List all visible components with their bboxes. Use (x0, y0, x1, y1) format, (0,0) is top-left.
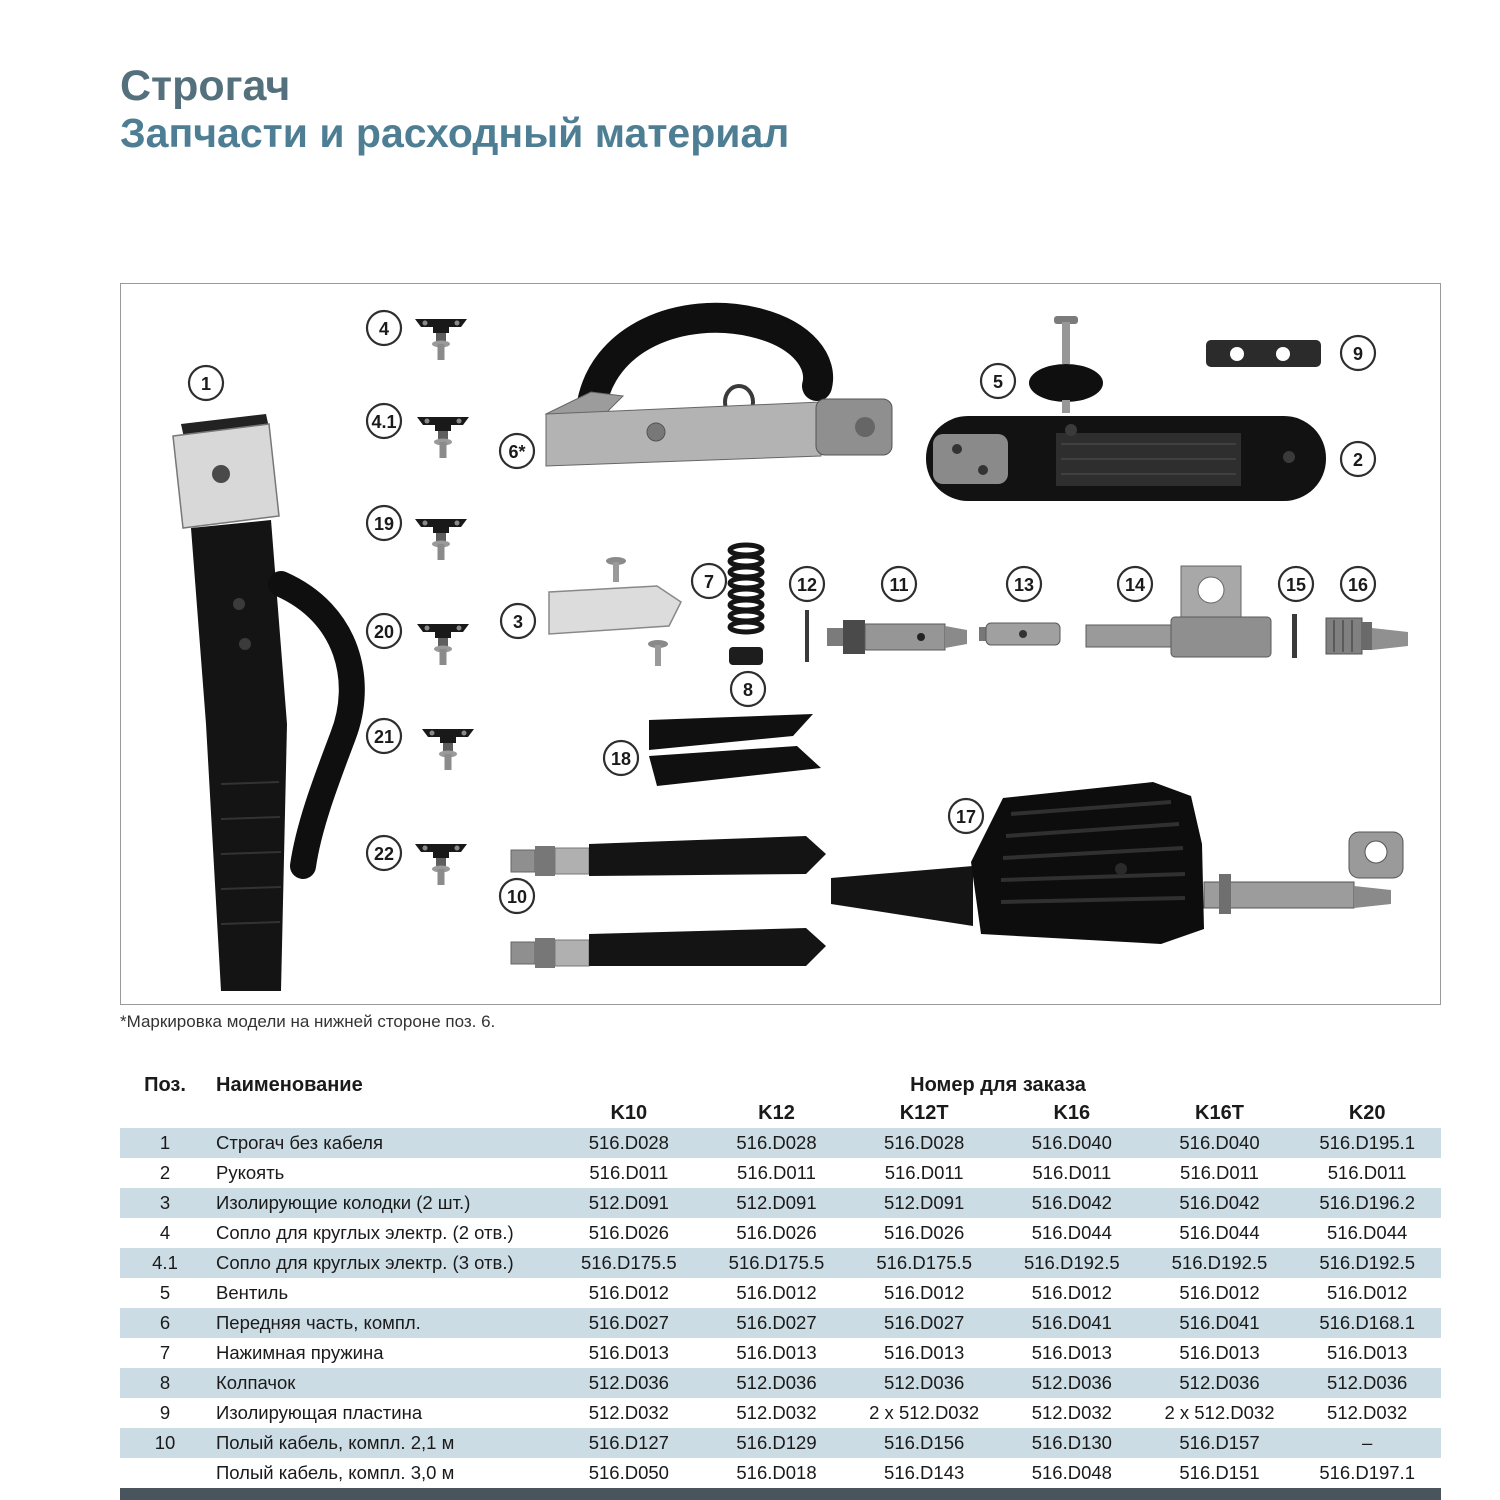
cell-order-number: 516.D011 (737, 1162, 816, 1183)
cell-order-number: 516.D196.2 (1319, 1192, 1415, 1213)
callout-11 (882, 567, 916, 601)
table-row (120, 1428, 1441, 1458)
table-header-row (120, 1072, 1441, 1098)
cell-name: Рукоять (216, 1162, 285, 1183)
svg-text:16: 16 (1347, 575, 1369, 595)
cell-order-number: 516.D012 (1327, 1282, 1408, 1303)
callout-5 (981, 364, 1015, 398)
cell-order-number: 2 x 512.D032 (869, 1402, 980, 1423)
cell-name: Сопло для круглых электр. (3 отв.) (216, 1252, 514, 1273)
callout-1 (189, 366, 223, 400)
cell-order-number: 512.D032 (1327, 1402, 1408, 1423)
cell-order-number: 516.D011 (1180, 1162, 1259, 1183)
cell-order-number: 516.D041 (1179, 1312, 1260, 1333)
exploded-parts-drawing (121, 284, 1440, 1004)
part-16-hose-fitting (1326, 618, 1408, 654)
callout-19 (367, 506, 401, 540)
cell-order-number: 512.D032 (588, 1402, 669, 1423)
callout-22 (367, 836, 401, 870)
part-4-1-nozzle (417, 417, 469, 458)
cell-name: Строгач без кабеля (216, 1132, 383, 1153)
svg-text:8: 8 (742, 680, 754, 700)
callout-20 (367, 614, 401, 648)
table-row (120, 1338, 1441, 1368)
page-title: Строгач (120, 62, 291, 110)
cell-order-number: 516.D028 (588, 1132, 669, 1153)
part-20-nozzle (417, 624, 469, 665)
callout-13 (1007, 567, 1041, 601)
table-row (120, 1368, 1441, 1398)
callout-21 (367, 719, 401, 753)
col-header-name: Наименование (216, 1073, 363, 1096)
cell-order-number: 516.D044 (1179, 1222, 1260, 1243)
part-5-valve (1029, 316, 1103, 413)
svg-text:18: 18 (610, 749, 632, 769)
part-11-connector (827, 620, 967, 654)
cell-order-number: 516.D127 (588, 1432, 669, 1453)
col-header-model-k12: K12 (758, 1101, 795, 1124)
cell-order-number: 512.D036 (1327, 1372, 1408, 1393)
part-10-hollow-cable-b (511, 928, 826, 968)
table-row (120, 1248, 1441, 1278)
page-header (120, 62, 789, 157)
svg-text:17: 17 (955, 807, 977, 827)
cell-pos: 8 (159, 1372, 171, 1393)
svg-text:10: 10 (506, 887, 528, 907)
table-row (120, 1128, 1441, 1158)
callout-7 (692, 564, 726, 598)
cell-order-number: 512.D036 (1031, 1372, 1112, 1393)
svg-text:11: 11 (889, 575, 909, 595)
cell-name: Полый кабель, компл. 2,1 м (216, 1432, 455, 1453)
cell-order-number: 512.D091 (588, 1192, 669, 1213)
cell-order-number: 512.D036 (588, 1372, 669, 1393)
table-row (120, 1188, 1441, 1218)
col-header-model-k10: K10 (610, 1101, 648, 1124)
part-8-cap (729, 647, 763, 665)
part-13-sleeve (979, 623, 1060, 645)
parts-diagram (120, 283, 1441, 1005)
cell-pos: 5 (159, 1282, 171, 1303)
svg-text:6*: 6* (508, 442, 526, 462)
cell-order-number: 516.D012 (588, 1282, 669, 1303)
cell-order-number: 516.D013 (1327, 1342, 1408, 1363)
callout-17 (949, 799, 983, 833)
cell-pos: 4.1 (152, 1252, 178, 1273)
cell-order-number: 516.D048 (1031, 1462, 1112, 1483)
svg-text:12: 12 (796, 575, 818, 595)
cell-order-number: 516.D042 (1031, 1192, 1112, 1213)
svg-text:2: 2 (1352, 450, 1364, 470)
callout-12 (790, 567, 824, 601)
callout-18 (604, 741, 638, 775)
cell-order-number: 516.D011 (1032, 1162, 1112, 1183)
part-22-nozzle (415, 844, 467, 885)
cell-order-number: 516.D018 (736, 1462, 817, 1483)
cell-order-number: 516.D192.5 (1319, 1252, 1415, 1273)
cell-order-number: 516.D195.1 (1319, 1132, 1415, 1153)
cell-order-number: 516.D143 (884, 1462, 965, 1483)
cell-name: Сопло для круглых электр. (2 отв.) (216, 1222, 514, 1243)
next-row-edge (120, 1488, 1441, 1500)
callout-16 (1341, 567, 1375, 601)
cell-pos: 7 (159, 1342, 171, 1363)
cell-order-number: 512.D032 (1031, 1402, 1112, 1423)
part-21-nozzle (422, 729, 474, 770)
cell-order-number: 516.D175.5 (580, 1252, 677, 1273)
col-header-pos: Поз. (144, 1073, 186, 1096)
cell-order-number: 516.D013 (588, 1342, 669, 1363)
parts-table (120, 1072, 1441, 1500)
cell-order-number: 516.D013 (884, 1342, 965, 1363)
cell-name: Передняя часть, компл. (216, 1312, 421, 1333)
svg-text:3: 3 (512, 612, 524, 632)
cell-pos: 9 (159, 1402, 171, 1423)
table-row (120, 1308, 1441, 1338)
cell-order-number: 2 x 512.D032 (1164, 1402, 1275, 1423)
cell-name: Полый кабель, компл. 3,0 м (216, 1462, 455, 1483)
svg-text:20: 20 (373, 622, 395, 642)
table-row (120, 1458, 1441, 1488)
table-body (120, 1128, 1441, 1488)
table-row (120, 1278, 1441, 1308)
callout-15 (1279, 567, 1313, 601)
cell-pos: 6 (159, 1312, 171, 1333)
cell-order-number: 516.D130 (1031, 1432, 1112, 1453)
cell-name: Колпачок (216, 1372, 296, 1393)
svg-text:21: 21 (373, 727, 395, 747)
cell-order-number: 516.D175.5 (728, 1252, 825, 1273)
cell-order-number: 516.D041 (1031, 1312, 1112, 1333)
cell-order-number: 516.D027 (588, 1312, 669, 1333)
part-18-sleeve (649, 714, 821, 786)
part-1-gouging-torch (173, 414, 352, 991)
cell-order-number: 516.D011 (884, 1162, 964, 1183)
cell-pos: 1 (159, 1132, 171, 1153)
col-header-order-number: Номер для заказа (910, 1073, 1086, 1096)
cell-order-number: 516.D026 (736, 1222, 817, 1243)
diagram-footnote: *Маркировка модели на нижней стороне поз. 6. (120, 1012, 496, 1031)
svg-text:14: 14 (1124, 575, 1146, 595)
cell-name: Изолирующая пластина (216, 1402, 423, 1423)
svg-text:22: 22 (373, 844, 395, 864)
svg-text:19: 19 (373, 514, 395, 534)
callout-10 (500, 879, 534, 913)
cell-order-number: – (1362, 1432, 1373, 1453)
cell-order-number: 516.D013 (1179, 1342, 1260, 1363)
cell-pos: 3 (159, 1192, 171, 1213)
cell-order-number: 516.D175.5 (876, 1252, 972, 1273)
part-17-cable-boot (831, 782, 1403, 944)
col-header-model-k16t: K16T (1195, 1101, 1244, 1124)
svg-text:7: 7 (703, 572, 715, 592)
col-header-model-k16: K16 (1053, 1101, 1091, 1124)
cell-pos: 10 (154, 1432, 176, 1453)
callout-4 (367, 311, 401, 345)
cell-order-number: 516.D026 (588, 1222, 669, 1243)
table-row (120, 1158, 1441, 1188)
cell-order-number: 516.D012 (1179, 1282, 1260, 1303)
svg-text:4: 4 (378, 319, 390, 339)
cell-order-number: 516.D044 (1031, 1222, 1112, 1243)
cell-order-number: 516.D151 (1179, 1462, 1260, 1483)
cell-pos: 4 (159, 1222, 171, 1243)
part-10-hollow-cable-a (511, 836, 826, 876)
part-14-connector-lug (1086, 566, 1271, 657)
svg-text:4.1: 4.1 (371, 412, 397, 432)
cell-order-number: 516.D157 (1179, 1432, 1260, 1453)
cell-order-number: 516.D013 (736, 1342, 817, 1363)
cell-order-number: 516.D168.1 (1319, 1312, 1415, 1333)
callout-4.1 (367, 404, 401, 438)
cell-order-number: 516.D042 (1179, 1192, 1260, 1213)
cell-pos: 2 (159, 1162, 171, 1183)
cell-order-number: 516.D012 (1031, 1282, 1112, 1303)
part-15-pin (1292, 614, 1297, 658)
cell-order-number: 516.D040 (1031, 1132, 1112, 1153)
cell-order-number: 516.D028 (736, 1132, 817, 1153)
table-row (120, 1218, 1441, 1248)
cell-order-number: 516.D197.1 (1319, 1462, 1415, 1483)
cell-order-number: 512.D091 (884, 1192, 965, 1213)
cell-order-number: 516.D027 (736, 1312, 817, 1333)
cell-order-number: 516.D012 (736, 1282, 817, 1303)
cell-order-number: 512.D032 (736, 1402, 817, 1423)
table-row (120, 1398, 1441, 1428)
svg-text:9: 9 (1352, 344, 1364, 364)
part-12-pin (805, 610, 809, 662)
callout-3 (501, 604, 535, 638)
cell-order-number: 516.D156 (884, 1432, 965, 1453)
svg-text:5: 5 (992, 372, 1004, 392)
cell-name: Вентиль (216, 1282, 289, 1303)
cell-order-number: 516.D192.5 (1023, 1252, 1120, 1273)
cell-order-number: 516.D011 (589, 1162, 669, 1183)
part-4-nozzle (415, 319, 467, 360)
cell-order-number: 516.D012 (884, 1282, 965, 1303)
callout-2 (1341, 442, 1375, 476)
callout-9 (1341, 336, 1375, 370)
cell-order-number: 516.D028 (884, 1132, 965, 1153)
part-6-front-section (546, 318, 892, 466)
cell-order-number: 516.D026 (884, 1222, 965, 1243)
cell-name: Нажимная пружина (216, 1342, 384, 1363)
table-model-row (120, 1098, 1441, 1128)
part-19-nozzle (415, 519, 467, 560)
svg-text:15: 15 (1285, 575, 1307, 595)
cell-order-number: 512.D091 (736, 1192, 817, 1213)
cell-name: Изолирующие колодки (2 шт.) (216, 1192, 471, 1213)
cell-order-number: 516.D011 (1327, 1162, 1407, 1183)
cell-order-number: 516.D040 (1179, 1132, 1260, 1153)
part-9-insulating-plate (1206, 340, 1321, 367)
callout-6 (500, 434, 534, 468)
cell-order-number: 516.D027 (884, 1312, 965, 1333)
callout-8 (731, 672, 765, 706)
cell-order-number: 516.D050 (588, 1462, 669, 1483)
part-3-insulating-blocks (549, 557, 681, 666)
col-header-model-k12t: K12T (899, 1101, 949, 1124)
cell-order-number: 516.D192.5 (1171, 1252, 1268, 1273)
page-subtitle: Запчасти и расходный материал (120, 110, 790, 157)
cell-order-number: 512.D036 (884, 1372, 965, 1393)
cell-order-number: 512.D036 (736, 1372, 817, 1393)
cell-order-number: 516.D013 (1031, 1342, 1112, 1363)
cell-order-number: 516.D044 (1327, 1222, 1408, 1243)
cell-order-number: 516.D129 (736, 1432, 817, 1453)
svg-text:1: 1 (200, 374, 212, 394)
col-header-model-k20: K20 (1348, 1101, 1386, 1124)
part-2-handle (926, 416, 1326, 501)
cell-order-number: 512.D036 (1179, 1372, 1260, 1393)
svg-text:13: 13 (1013, 575, 1035, 595)
part-7-pressure-spring (730, 545, 762, 632)
callout-14 (1118, 567, 1152, 601)
